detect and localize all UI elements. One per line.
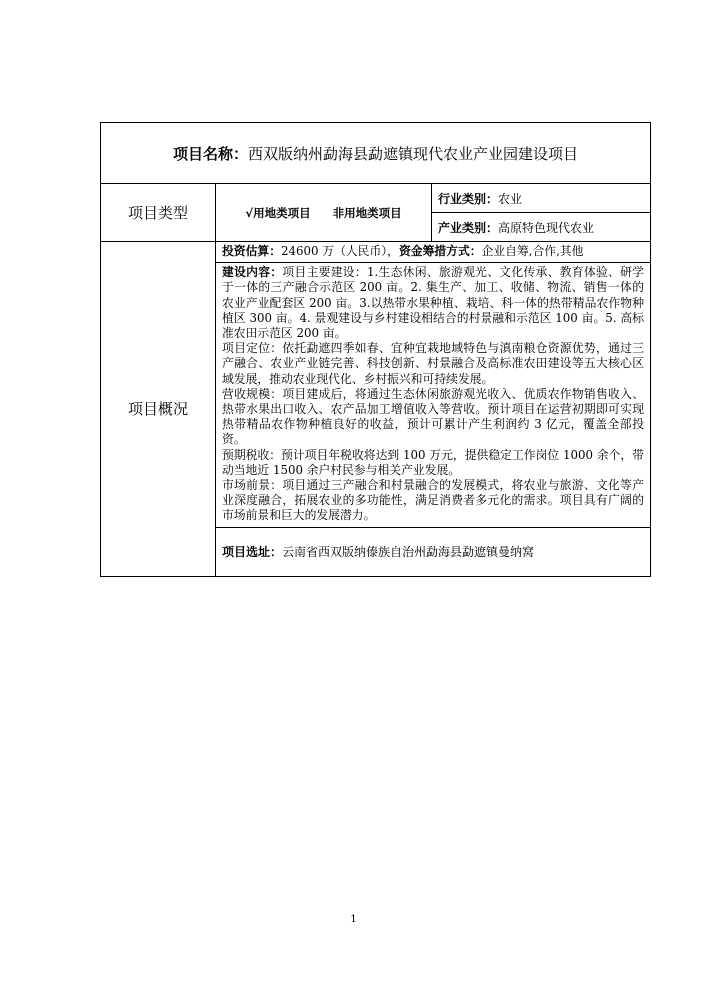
funding-label: 资金筹措方式： <box>398 244 482 258</box>
sector-label: 产业类别： <box>438 220 499 235</box>
positioning-text: 项目定位：依托勐遮四季如春、宜种宜栽地域特色与滇南粮仓资源优势，通过三产融合、农业产业链完善、科技创新、村景融合及高标准农田建设等五大核心区域发展，推动农业现代化、乡村振兴和可持续发展。 <box>222 341 644 386</box>
investment-cell <box>216 242 651 263</box>
investment-label: 投资估算： <box>222 244 281 258</box>
sector-value: 高原特色现代农业 <box>498 220 595 235</box>
page-number: 1 <box>350 914 357 925</box>
project-name-value: 西双版纳州勐海县勐遮镇现代农业产业园建设项目 <box>248 144 579 163</box>
type-land-option: √用地类项目 <box>245 205 311 220</box>
tax-text: 预期税收：预计项目年税收将达到 100 万元，提供稳定工作岗位 1000 余个，带动当地近 1500 余户村民参与相关产业发展。 <box>222 447 644 477</box>
type-nonland-option: 非用地类项目 <box>332 205 402 220</box>
site-cell <box>216 527 651 576</box>
content-cell <box>216 263 651 527</box>
market-text: 市场前景：项目通过三产融合和村景融合的发展模式，将农业与旅游、文化等产业深度融合，拓展农业的多功能性，满足消费者多元化的需求。项目具有广阔的市场前景和巨大的发展潜力。 <box>222 478 644 523</box>
sector-cell <box>432 213 651 242</box>
content-value: 项目主要建设：1.生态休闲、旅游观光、文化传承、教育体验、研学于一体的三产融合示范区 200 亩。2. 集生产、加工、收储、物流、销售一体的农业产业配套区 200 亩。3.以热带水果种植、栽培、科一体的热带精品农作物种植区 300 亩。4. 景观建设与乡村建设相结合的村景融和示范区 100 亩。5. 高标准农田示范区 200 亩。 <box>222 265 644 341</box>
content-label: 建设内容： <box>222 265 283 280</box>
overview-label: 项目概况 <box>101 242 216 577</box>
project-title-cell <box>101 123 651 184</box>
site-label: 项目选址： <box>222 545 283 560</box>
funding-value: 企业自筹,合作,其他 <box>481 244 584 258</box>
project-type-label: 项目类型 <box>101 184 216 242</box>
industry-label: 行业类别： <box>438 191 499 206</box>
industry-cell <box>432 184 651 213</box>
site-value: 云南省西双版纳傣族自治州勐海县勐遮镇曼纳窝 <box>282 545 535 560</box>
project-name-label: 项目名称： <box>172 144 248 163</box>
investment-value: 24600 万（人民币）， <box>281 244 399 258</box>
project-type-options <box>216 184 432 242</box>
project-table <box>100 122 651 577</box>
industry-value: 农业 <box>498 191 523 206</box>
revenue-text: 营收规模：项目建成后，将通过生态休闲旅游观光收入、优质农作物销售收入、热带水果出口收入、农产品加工增值收入等营收。预计项目在运营初期即可实现热带精品农作物种植良好的收益，预计可累计产生利润约 3 亿元，覆盖全部投资。 <box>222 386 644 447</box>
